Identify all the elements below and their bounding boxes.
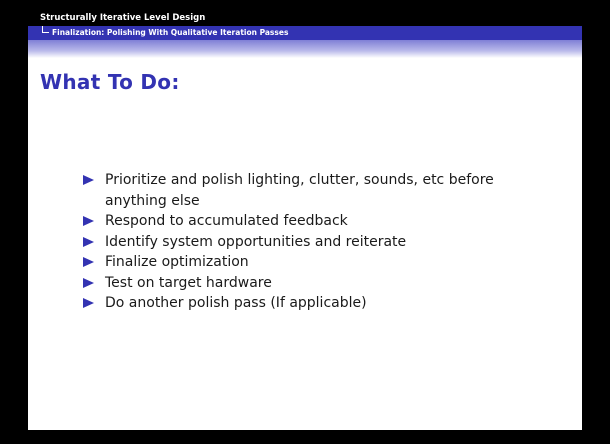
triangle-right-icon — [83, 257, 94, 267]
triangle-right-icon — [83, 298, 94, 308]
list-item-text: Prioritize and polish lighting, clutter, sounds, etc before anything else — [105, 172, 494, 209]
frame-title: What To Do: — [40, 70, 180, 94]
list-item-text: Test on target hardware — [105, 274, 272, 291]
list-item — [83, 211, 523, 232]
section-title: Structurally Iterative Level Design — [40, 13, 206, 23]
list-item — [83, 293, 523, 314]
list-item — [83, 232, 523, 253]
triangle-right-icon — [83, 237, 94, 247]
subsection-title: Finalization: Polishing With Qualitative Iteration Passes — [52, 28, 289, 37]
list-item — [83, 252, 523, 273]
bullet-list — [83, 170, 523, 314]
list-item — [83, 170, 523, 211]
list-item-text: Do another polish pass (If applicable) — [105, 295, 367, 311]
header-gradient-strip — [28, 40, 582, 58]
triangle-right-icon — [83, 216, 94, 226]
triangle-right-icon — [83, 278, 94, 288]
list-item-text: Finalize optimization — [105, 254, 249, 270]
triangle-right-icon — [83, 175, 94, 185]
subsection-header — [28, 26, 582, 40]
list-item-text: Respond to accumulated feedback — [105, 213, 348, 229]
section-header — [28, 10, 582, 26]
tree-branch-icon — [42, 26, 49, 33]
list-item — [83, 273, 523, 294]
list-item-text: Identify system opportunities and reiterate — [105, 233, 407, 250]
slide — [28, 10, 582, 430]
